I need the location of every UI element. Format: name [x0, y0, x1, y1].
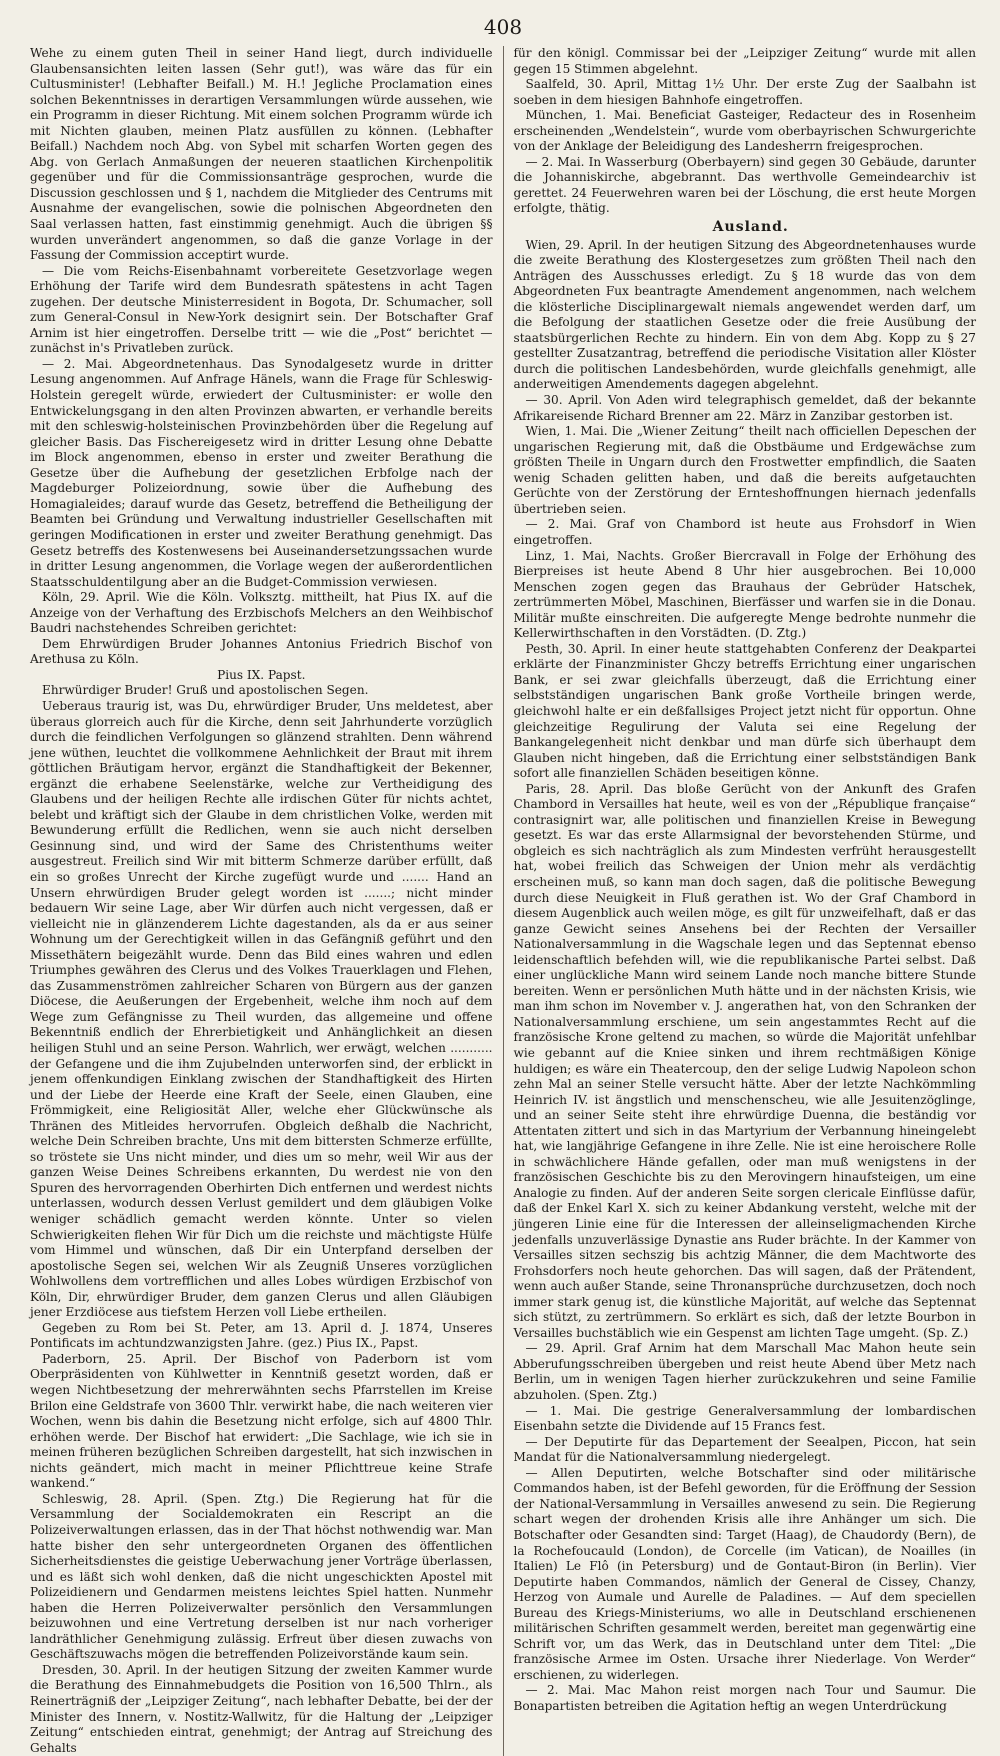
article-paragraph: Wehe zu einem guten Theil in seiner Hand liegt, durch individuelle Glaubensansichten leiten lassen (Sehr gut!), was wäre das für ein Cultusminister! (Lebhafter Beifall.) M. H.! Jegliche Proclamation eines solchen Bekenntnisses in derartigen Versammlungen würde aussehen, wie ein Programm in dieser Richtung. Mit einem solchen Programm würde ich mit Nichten glauben, meinen Platz ausfüllen zu können. (Lebhafter Beifall.) Nachdem noch Abg. von Sybel mit scharfen Worten gegen des Abg. von Gerlach Anmaßungen der neueren staatlichen Kirchenpolitik gegenüber und für die Commissionsanträge gesprochen, wurde die Discussion geschlossen und § 1, nachdem die Mitglieder des Centrums mit Ausnahme der evangelischen, sowie die polnischen Abgeordneten den Saal verlassen hatten, fast einstimmig genehmigt. Auch die übrigen §§ wurden unverändert angenommen, so daß die ganze Vorlage in der Fassung der Commission acceptirt wurde. — [30, 46, 493, 263]
article-paragraph: München, 1. Mai. Beneficiat Gasteiger, Redacteur des in Rosenheim erscheinenden „Wendelstein“, wurde vom oberbayrischen Schwurgerichte von der Anklage der Beleidigung des Landesherrn freigesprochen. — [513, 108, 976, 154]
article-paragraph: — 2. Mai. In Wasserburg (Oberbayern) sind gegen 30 Gebäude, darunter die Johanniskirche, abgebrannt. Das werthvolle Gemeindearchiv ist gerettet. 24 Feuerwehren waren bei der Löschung, die erst heute Morgen erfolgte, thätig. — [513, 154, 976, 216]
article-paragraph: — 2. Mai. Mac Mahon reist morgen nach Tour und Saumur. Die Bonapartisten betreiben die Agitation heftig an wegen Unterdrückung — [513, 1683, 976, 1713]
article-paragraph: — 2. Mai. Graf von Chambord ist heute aus Frohsdorf in Wien eingetroffen. — [513, 517, 976, 547]
article-paragraph: Wien, 29. April. In der heutigen Sitzung des Abgeordnetenhauses wurde die zweite Berathung des Klostergesetzes zum größten Theil nach den Anträgen des Ausschusses erledigt. Zu § 18 wurde das von dem Abgeordneten Fux beantragte Amendement angenommen, nach welchem die klösterliche Disciplinargewalt niemals angewendet werden darf, um die Befolgung der staatlichen Gesetze oder die freie Ausübung der staatsbürgerlichen Rechte zu hindern. Ein von dem Abg. Kopp zu § 27 gestellter Zusatzantrag, betreffend die periodische Visitation aller Klöster durch die politischen Landesbehörden, wurde gleichfalls genehmigt, alle anderweitigen Amendements dagegen abgelehnt. — [513, 237, 976, 392]
article-paragraph: Linz, 1. Mai, Nachts. Großer Biercravall in Folge der Erhöhung des Bierpreises ist heute Abend 8 Uhr hier ausgebrochen. Bei 10,000 Menschen zogen gegen das Brauhaus der Gebrüder Hatschek, zertrümmerten Möbel, Maschinen, Bierfässer und warfen sie in die Donau. Militär mußte einschreiten. Die aufgeregte Menge bedrohte nunmehr die Kellerwirthschaften in den Vorstädten. (D. Ztg.) — [513, 548, 976, 641]
article-paragraph: — Allen Deputirten, welche Botschafter sind oder militärische Commandos haben, ist der Befehl geworden, für die Eröffnung der Session der National-Versammlung in Versailles anwesend zu sein. Die Regierung schart wegen der drohenden Krisis alle ihre Anhänger um sich. Die Botschafter oder Gesandten sind: Target (Haag), de Chaudordy (Bern), de la Rochefoucauld (London), de Corcelle (im Vatican), de Noailles (in Italien) Le Flô (in Petersburg) und de Gontaut-Biron (in Berlin). Vier Deputirte haben Commandos, nämlich der General de Cissey, Chanzy, Herzog von Aumale und Aurelle de Paladines. — Auf dem speciellen Bureau des Kriegs-Ministeriums, wo alle in Deutschland erschienenen militärischen Schriften gesammelt werden, bereitet man gegenwärtig eine Schrift vor, um das Werk, das in Deutschland unter dem Titel: „Die französische Armee im Osten. Ursache ihrer Niederlage. Von Werder“ erschienen, zu widerlegen. — [513, 1465, 976, 1682]
article-paragraph: Ueberaus traurig ist, was Du, ehrwürdiger Bruder, Uns meldetest, aber überaus glorreich auch für die Kirche, denn seit Jahrhunderte vorzüglich durch die feindlichen Verfolgungen so glänzend strahlten. Denn während jene wüthen, leuchtet die vollkommene Aehnlichkeit der Braut mit ihrem göttlichen Bräutigam hervor, ergänzt die Standhaftigkeit der Bekenner, ergänzt die erhabene Seelenstärke, welche zur Vertheidigung des Glaubens und der heiligen Rechte alle irdischen Güter für nichts achtet, belebt und kräftigt sich der Glaube in dem christlichen Volke, werden mit Bewunderung erfüllt die Redlichen, wenn sie auch nicht derselben Gesinnung sind, und wird der Same des Christenthums weiter ausgestreut. Freilich sind Wir mit bitterm Schmerze darüber erfüllt, daß ein so großes Unrecht der Kirche zugefügt wurde und ....... Hand an Unsern ehrwürdigen Bruder gelegt worden ist .......; nicht minder bedauern Wir seine Lage, aber Wir dürfen auch nicht vergessen, daß er vielleicht nie in glänzenderem Lichte dagestanden, als da er aus seiner Wohnung um der Gerechtigkeit willen in das Gefängniß geführt und den Missethätern beigezählt wurde. Denn das Bild eines wahren und edlen Triumphes gewähren des Clerus und des Volkes Trauerklagen und Flehen, das Zusammenströmen zahlreicher Scharen von Bürgern aus der ganzen Diöcese, die Aeußerungen der Ergebenheit, welche ihm noch auf dem Wege zum Gefängnisse zu Theil wurden, das allgemeine und offene Bekenntniß endlich der Ehrerbietigkeit und Anhänglichkeit an diesen heiligen Stuhl und an seine Person. Wahrlich, wer erwägt, welchen ........... der Gefangene und die ihm Zujubelnden unterworfen sind, der erblickt in jenem offenkundigen Einklang zwischen der Standhaftigkeit des Hirten und der Liebe der Heerde eine Kraft der Seele, einen Glauben, eine Frömmigkeit, eine Religiosität Aller, welche eher Glückwünsche als Thränen des Mitleides hervorrufen. Obgleich deßhalb die Nachricht, welche Dein Schreiben brachte, Uns mit dem bittersten Schmerze erfüllte, so tröstete sie Uns nicht minder, und dies um so mehr, weil Wir aus der ganzen Weise Deines Schreibens erkannten, Du werdest nie von den Spuren des hervorragenden Oberhirten Dich entfernen und werdest nichts unterlassen, wodurch dessen Verlust gemildert und dem gläubigen Volke weniger schädlich gemacht werden könnte. Unter so vielen Schwierigkeiten flehen Wir für Dich um die reichste und mächtigste Hülfe vom Himmel und wünschen, daß Dir ein Unterpfand derselben der apostolische Segen sei, welchen Wir als Zeugniß Unseres vorzüglichen Wohlwollens dem vortrefflichen und alles Lobes würdigen Erzbischof von Köln, Dir, ehrwürdiger Bruder, dem ganzen Clerus und allen Gläubigen jener Erzdiöcese aus tiefstem Herzen voll Liebe ertheilen. — [30, 698, 493, 1320]
article-paragraph: Paris, 28. April. Das bloße Gerücht von der Ankunft des Grafen Chambord in Versailles hat heute, weil es von der „République française“ contrasignirt war, alle politischen und finanziellen Kreise in Bewegung gesetzt. Es war das erste Allarmsignal der bevorstehenden Stürme, und obgleich es sich nachträglich als zum Mindesten verfrüht herausgestellt hat, wobei freilich das Schweigen der Union mehr als verdächtig erscheinen muß, so kann man doch sagen, daß die politische Bewegung durch diese Neuigkeit in Fluß gerathen ist. Wo der Graf Chambord in diesem Augenblick auch weilen möge, es gilt für unzweifelhaft, daß er das ganze Gewicht seines Ansehens bei der Rechten der Versailler Nationalversammlung in die Wagschale legen und das Septennat ebenso leidenschaftlich befehden will, wie die republikanische Partei selbst. Daß einer unglückliche Mann wird seinem Lande noch manche bittere Stunde bereiten. Wenn er persönlichen Muth hätte und in der nächsten Krisis, wie man ihm schon im November v. J. angerathen hat, von den Schranken der Nationalversammlung erschiene, um sein angestammtes Recht auf die französische Krone geltend zu machen, so würde die Majorität unfehlbar wie gebannt auf die Kniee sinken und ihrem rechtmäßigen Könige huldigen; es wäre ein Theatercoup, den der selige Ludwig Napoleon schon zehn Mal an seiner Stelle versucht hätte. Aber der letzte Nachkömmling Heinrich IV. ist ängstlich und menschenscheu, wie alle Jesuitenzöglinge, und an seiner Seite steht ihre ehrwürdige Duenna, die beständig vor Attentaten zittert und sich in das Martyrium der Verbannung hineingelebt hat, wie langjährige Gefangene in ihre Zelle. Nie ist eine heroischere Rolle in schwächlichere Hände gefallen, oder man muß wenigstens in der französischen Geschichte bis zu den Merovingern hinaufsteigen, um eine Analogie zu finden. Auf der anderen Seite sorgen clericale Einflüsse dafür, daß der Enkel Karl X. sich zu keiner Abdankung versteht, welche mit der jüngeren Linie eine für die Interessen der alleinseligmachenden Kirche jedenfalls unzuverlässige Dynastie ans Ruder brächte. In der Kammer von Versailles sitzen sechszig bis achtzig Männer, die dem Machtworte des Frohsdorfers noch heute gehorchen. Das will sagen, daß der Prätendent, wenn auch außer Stande, seine Thronansprüche durchzusetzen, doch noch immer stark genug ist, die künstliche Majorität, auf welche das Septennat sich stützt, zu zertrümmern. So erklärt es sich, daß der letzte Bourbon in Versailles buchstäblich wie ein Gespenst am lichten Tage umgeht. (Sp. Z.) — [513, 781, 976, 1340]
article-paragraph: Köln, 29. April. Wie die Köln. Volksztg. mittheilt, hat Pius IX. auf die Anzeige von der Verhaftung des Erzbischofs Melchers an den Weihbischof Baudri nachstehendes Schreiben gerichtet: — [30, 590, 493, 636]
article-paragraph: — 30. April. Von Aden wird telegraphisch gemeldet, daß der bekannte Afrikareisende Richard Brenner am 22. März in Zanzibar gestorben ist. — [513, 393, 976, 423]
article-paragraph: Dresden, 30. April. In der heutigen Sitzung der zweiten Kammer wurde die Berathung des Einnahmebudgets die Position von 16,500 Thlrn., als Reinerträgniß der „Leipziger Zeitung“, nach lebhafter Debatte, bei der der Minister des Innern, v. Nostitz-Wallwitz, für die Haltung der „Leipziger Zeitung“ entschieden eintrat, genehmigt; der Antrag auf Streichung des Gehalts — [30, 1662, 493, 1755]
article-paragraph: Gegeben zu Rom bei St. Peter, am 13. April d. J. 1874, Unseres Pontificats im achtundzwanzigsten Jahre. (gez.) Pius IX., Papst. — [30, 1320, 493, 1351]
article-paragraph: — Die vom Reichs-Eisenbahnamt vorbereitete Gesetzvorlage wegen Erhöhung der Tarife wird dem Bundesrath spätestens in acht Tagen zugehen. Der deutsche Ministerresident in Bogota, Dr. Schumacher, soll zum General-Consul in New-York designirt sein. Der Botschafter Graf Arnim ist hier eingetroffen. Derselbe tritt — wie die „Post“ berichtet — zunächst in's Privatleben zurück. — [30, 263, 493, 356]
article-paragraph: Dem Ehrwürdigen Bruder Johannes Antonius Friedrich Bischof von Arethusa zu Köln. — [30, 636, 493, 667]
article-paragraph: für den königl. Commissar bei der „Leipziger Zeitung“ wurde mit allen gegen 15 Stimmen abgelehnt. — [513, 46, 976, 76]
article-paragraph: Schleswig, 28. April. (Spen. Ztg.) Die Regierung hat für die Versammlung der Socialdemokraten ein Rescript an die Polizeiverwaltungen erlassen, das in der That höchst nothwendig war. Man hatte bisher den sehr untergeordneten Organen des öffentlichen Sicherheitsdienstes die geistige Ueberwachung jener Vorträge überlassen, und es läßt sich wohl denken, daß die nicht ungeschickten Apostel mit Polizeidienern und Gendarmen meistens leichtes Spiel hatten. Nunmehr haben die Herren Polizeiverwalter persönlich den Versammlungen beizuwohnen und eine Vertretung derselben ist nur nach vorheriger landräthlicher Genehmigung zulässig. Erfreut über diesen zuwachs von Geschäftszuwachs mögen die betreffenden Polizeivorstände kaum sein. — [30, 1491, 493, 1662]
article-paragraph: Saalfeld, 30. April, Mittag 1½ Uhr. Der erste Zug der Saalbahn ist soeben in dem hiesigen Bahnhofe eingetroffen. — [513, 77, 976, 107]
article-paragraph: Ehrwürdiger Bruder! Gruß und apostolischen Segen. — [42, 683, 369, 698]
left-column — [30, 46, 493, 1756]
columns — [30, 46, 976, 1756]
centered-line: Pius IX. Papst. — [217, 667, 306, 682]
section-heading: Ausland. — [712, 219, 789, 236]
article-paragraph: Wien, 1. Mai. Die „Wiener Zeitung“ theilt nach officiellen Depeschen der ungarischen Regierung mit, daß die Obstbäume und Erdgewächse zum größten Theile in Ungarn durch den Frostwetter empfindlich, die Saaten wenig Schaden gelitten haben, und daß die bereits aufgetauchten Gerüchte von der Zerstörung der Ernteshoffnungen hiernach jedenfalls übertrieben seien. — [513, 424, 976, 516]
page-number: 408 — [483, 15, 523, 39]
article-paragraph: — Der Deputirte für das Departement der Seealpen, Piccon, hat sein Mandat für die Nationalversammlung niedergelegt. — [513, 1434, 976, 1465]
article-paragraph: Paderborn, 25. April. Der Bischof von Paderborn ist vom Oberpräsidenten von Kühlwetter in Kenntniß gesetzt worden, daß er wegen Nichtbesetzung der mehrerwähnten sechs Pfarrstellen im Kreise Brilon eine Geldstrafe von 3600 Thlr. verwirkt habe, die nach weiteren vier Wochen, wenn bis dahin die Besetzung nicht erfolge, sich auf 4800 Thlr. erhöhen werde. Der Bischof hat erwidert: „Die Sachlage, wie ich sie in meinen früheren bezüglichen Schreiben dargestellt, hat sich inzwischen in nichts geändert, mich macht in meiner Pflichttreue keine Strafe wankend.“ — [30, 1351, 493, 1491]
article-paragraph: — 2. Mai. Abgeordnetenhaus. Das Synodalgesetz wurde in dritter Lesung angenommen. Auf Anfrage Hänels, wann die Frage für Schleswig-Holstein geregelt würde, erwiedert der Cultusminister: er wolle den Entwickelungsgang in den alten Provinzen abwarten, er verhandle bereits mit den schleswig-holsteinischen Provinzbehörden über die Regelung auf gleicher Basis. Das Fischereigesetz wird in dritter Lesung ohne Debatte im Block angenommen, ebenso in erster und zweiter Berathung die Gesetze über die Aufhebung der gesetzlichen Erbfolge nach der Magdeburger Polizeiordnung, sowie über die Aufhebung des Homagialeides; darauf wurde das Gesetz, betreffend die Betheiligung der Beamten bei Gründung und Verwaltung industrieller Gesellschaften mit geringen Modificationen in erster und zweiter Berathung genehmigt. Das Gesetz betreffs des Kostenwesens bei Auseinandersetzungssachen wurde in dritter Lesung angenommen, die Vorlage wegen der außerordentlichen Staatsschuldentilgung aber an die Budget-Commission verwiesen. — [30, 356, 493, 589]
article-paragraph: Pesth, 30. April. In einer heute stattgehabten Conferenz der Deakpartei erklärte der Finanzminister Ghczy betreffs Errichtung einer ungarischen Bank, er sei zwar gleichfalls überzeugt, daß die Errichtung einer selbstständigen ungarischen Bank große Vortheile bringen werde, gleichwohl halte er ein deßfallsiges Project jetzt nicht für opportun. Ohne gleichzeitige Regulirung der Valuta sei eine Regelung der Bankangelegenheit nicht denkbar und man dürfe sich überhaupt dem Glauben nicht hingeben, daß die Errichtung einer selbstständigen Bank sofort alle finanziellen Schäden beseitigen könne. — [513, 641, 976, 781]
article-paragraph: — 29. April. Graf Arnim hat dem Marschall Mac Mahon heute sein Abberufungsschreiben übergeben und reist heute Abend über Metz nach Berlin, um in wenigen Tagen hierher zurückzukehren und seine Familie abzuholen. (Spen. Ztg.) — [513, 1341, 976, 1403]
column-divider — [503, 46, 504, 1756]
article-paragraph: — 1. Mai. Die gestrige Generalversammlung der lombardischen Eisenbahn setzte die Dividende auf 15 Francs fest. — [513, 1403, 976, 1434]
right-column — [513, 46, 976, 1756]
